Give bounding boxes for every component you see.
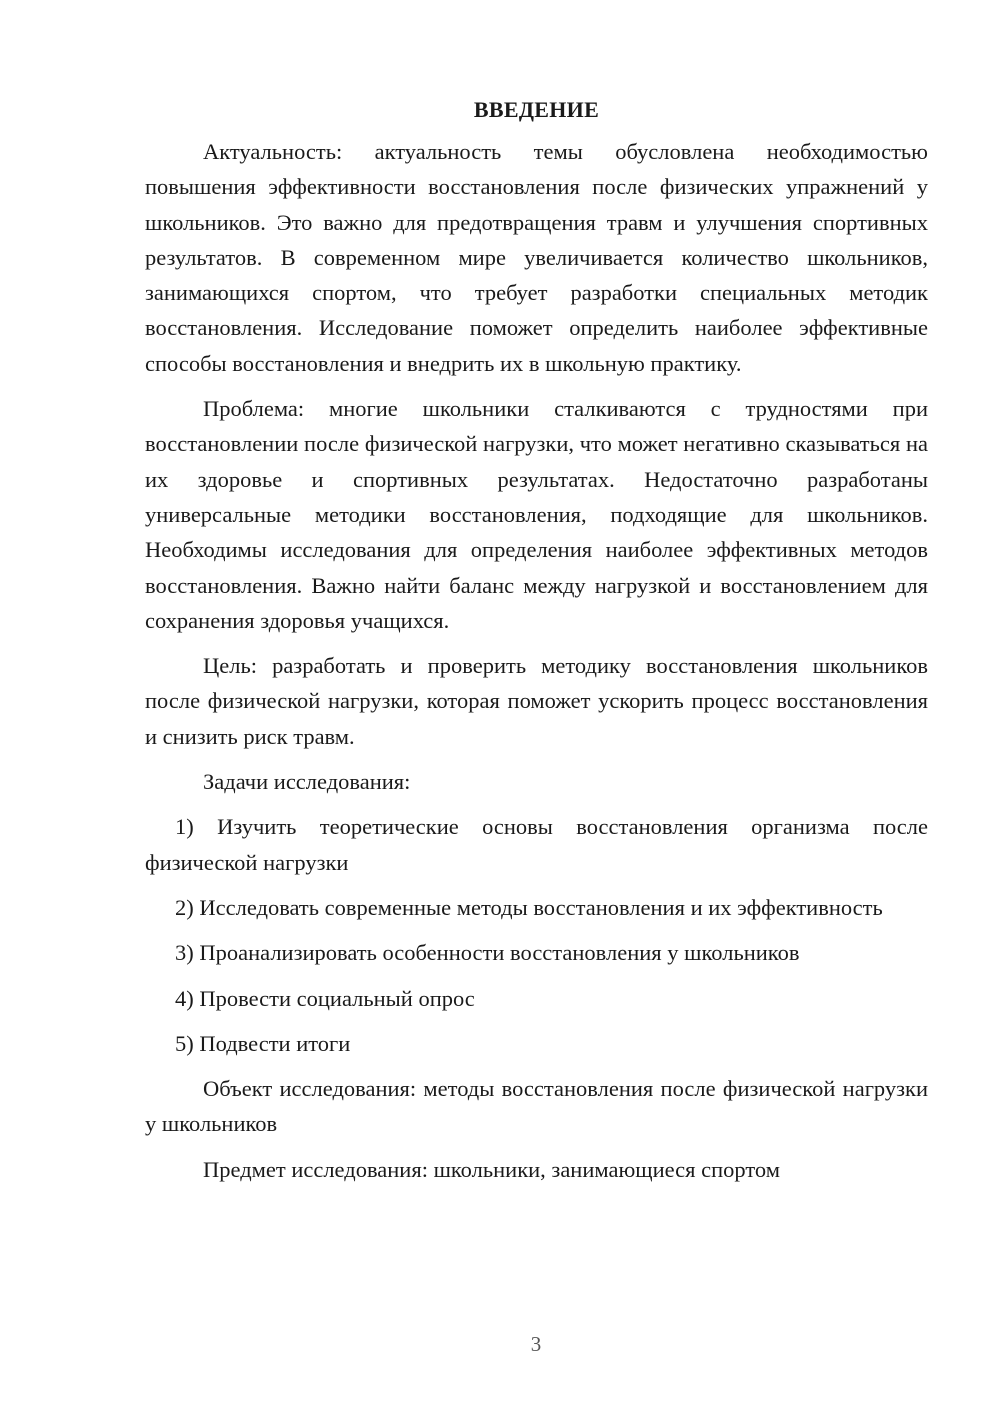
- document-body: [145, 94, 928, 1197]
- paragraph-goal: Цель: разработать и проверить методику восстановления школьников после физической нагрузки, которая поможет ускорить процесс восстановления и снизить риск травм.: [145, 653, 928, 749]
- task-item-5: 5) Подвести итоги: [175, 1030, 351, 1056]
- task-item-2: 2) Исследовать современные методы восстановления и их эффективность: [175, 894, 883, 920]
- page-number: 3: [530, 1332, 542, 1356]
- task-item-4: 4) Провести социальный опрос: [175, 985, 475, 1011]
- paragraph-subject: Предмет исследования: школьники, занимающиеся спортом: [203, 1156, 780, 1182]
- task-item-3: 3) Проанализировать особенности восстановления у школьников: [175, 940, 800, 966]
- section-heading: ВВЕДЕНИЕ: [473, 97, 600, 122]
- paragraph-problem: Проблема: многие школьники сталкиваются с трудностями при восстановлении после физической нагрузки, что может негативно сказываться на их здоровье и спортивных результатах. Недостаточно разработаны универсальные методики восстановления, подходящие для школьников. Необходимы исследования для определения наиболее эффективных методов восстановления. Важно найти баланс между нагрузкой и восстановлением для сохранения здоровья учащихся.: [145, 396, 928, 633]
- task-item-1: 1) Изучить теоретические основы восстановления организма после физической нагрузки: [145, 814, 928, 875]
- tasks-title: Задачи исследования:: [203, 769, 411, 795]
- paragraph-object: Объект исследования: методы восстановления после физической нагрузки у школьников: [145, 1076, 928, 1137]
- paragraph-relevance: Актуальность: актуальность темы обусловлена необходимостью повышения эффективности восстановления после физических упражнений у школьников. Это важно для предотвращения травм и улучшения спортивных результатов. В современном мире увеличивается количество школьников, занимающихся спортом, что требует разработки специальных методик восстановления. Исследование поможет определить наиболее эффективные способы восстановления и внедрить их в школьную практику.: [145, 139, 928, 376]
